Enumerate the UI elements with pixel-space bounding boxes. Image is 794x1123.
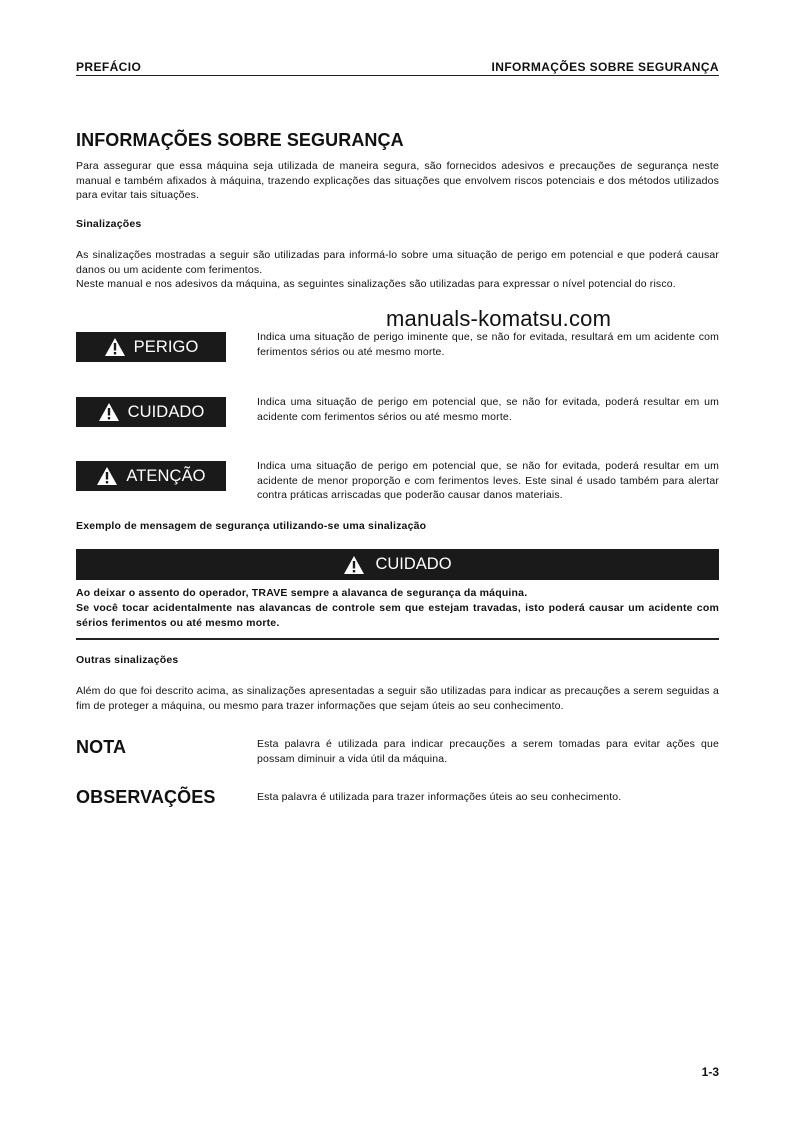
signal-label: CUIDADO (127, 402, 205, 421)
example-heading: Exemplo de mensagem de segurança utilizando-se uma sinalização (76, 520, 427, 532)
example-bar-label: CUIDADO (375, 555, 452, 573)
sinalizacoes-heading: Sinalizações (76, 218, 142, 230)
example-message-line-2: Se você tocar acidentalmente nas alavancas de controle sem que estejam travadas, isto poderá causar um acidente com sérios ferimentos ou até mesmo morte. (76, 602, 719, 629)
signal-badge-atencao (76, 461, 226, 491)
example-message (76, 586, 719, 631)
page-number: 1-3 (701, 1065, 719, 1079)
header-chapter: INFORMAÇÕES SOBRE SEGURANÇA (491, 60, 719, 74)
nota-label: NOTA (76, 737, 127, 757)
warning-triangle-icon (104, 337, 126, 357)
signal-label: PERIGO (133, 337, 199, 356)
nota-desc: Esta palavra é utilizada para indicar precauções a serem tomadas para evitar ações que possam diminuir a vida útil da máquina. (257, 738, 719, 765)
example-divider (76, 638, 719, 640)
page-header (76, 59, 719, 76)
signal-badge-perigo (76, 332, 226, 362)
signal-label: ATENÇÃO (126, 466, 206, 485)
signal-badge-cuidado (76, 397, 226, 427)
manual-page (76, 0, 719, 1123)
watermark-text: manuals-komatsu.com (386, 306, 612, 331)
observacoes-label: OBSERVAÇÕES (76, 787, 216, 807)
header-section: PREFÁCIO (76, 60, 142, 74)
outras-paragraph: Além do que foi descrito acima, as sinalizações apresentadas a seguir são utilizadas para indicar as precauções a serem seguidas a fim de proteger a máquina, ou mesmo para trazer informações que sejam úteis ao seu conhecimento. (76, 685, 719, 712)
signal-desc-atencao: Indica uma situação de perigo em potencial que, se não for evitada, poderá resultar em um acidente de menor proporção e com ferimentos leves. Este sinal é usado também para alertar contra práticas arriscadas que poderão causar danos materiais. (257, 460, 719, 502)
sinalizacoes-paragraph-1: As sinalizações mostradas a seguir são utilizadas para informá-lo sobre uma situação de perigo em potencial e que poderá causar danos ou um acidente com ferimentos. (76, 249, 719, 276)
signal-desc-perigo: Indica uma situação de perigo iminente que, se não for evitada, resultará em um acidente com ferimentos sérios ou até mesmo morte. (257, 331, 719, 358)
observacoes-desc: Esta palavra é utilizada para trazer informações úteis ao seu conhecimento. (257, 791, 622, 803)
example-message-line-1: Ao deixar o assento do operador, TRAVE sempre a alavanca de segurança da máquina. (76, 587, 528, 599)
signal-desc-cuidado: Indica uma situação de perigo em potencial que, se não for evitada, poderá resultar em um acidente com ferimentos sérios ou até mesmo morte. (257, 396, 719, 423)
page-title: INFORMAÇÕES SOBRE SEGURANÇA (76, 130, 404, 150)
warning-triangle-icon (343, 555, 365, 575)
sinalizacoes-paragraph-2: Neste manual e nos adesivos da máquina, as seguintes sinalizações são utilizadas para expressar o nível potencial do risco. (76, 278, 676, 290)
warning-triangle-icon (98, 402, 120, 422)
warning-triangle-icon (96, 466, 118, 486)
intro-paragraph: Para assegurar que essa máquina seja utilizada de maneira segura, são fornecidos adesivos e precauções de segurança neste manual e também afixados à máquina, trazendo explicações das situações que envolvem riscos potenciais e dos métodos utilizados para evitar tais situações. (76, 160, 719, 202)
outras-heading: Outras sinalizações (76, 654, 179, 666)
example-cuidado-bar (76, 549, 719, 580)
